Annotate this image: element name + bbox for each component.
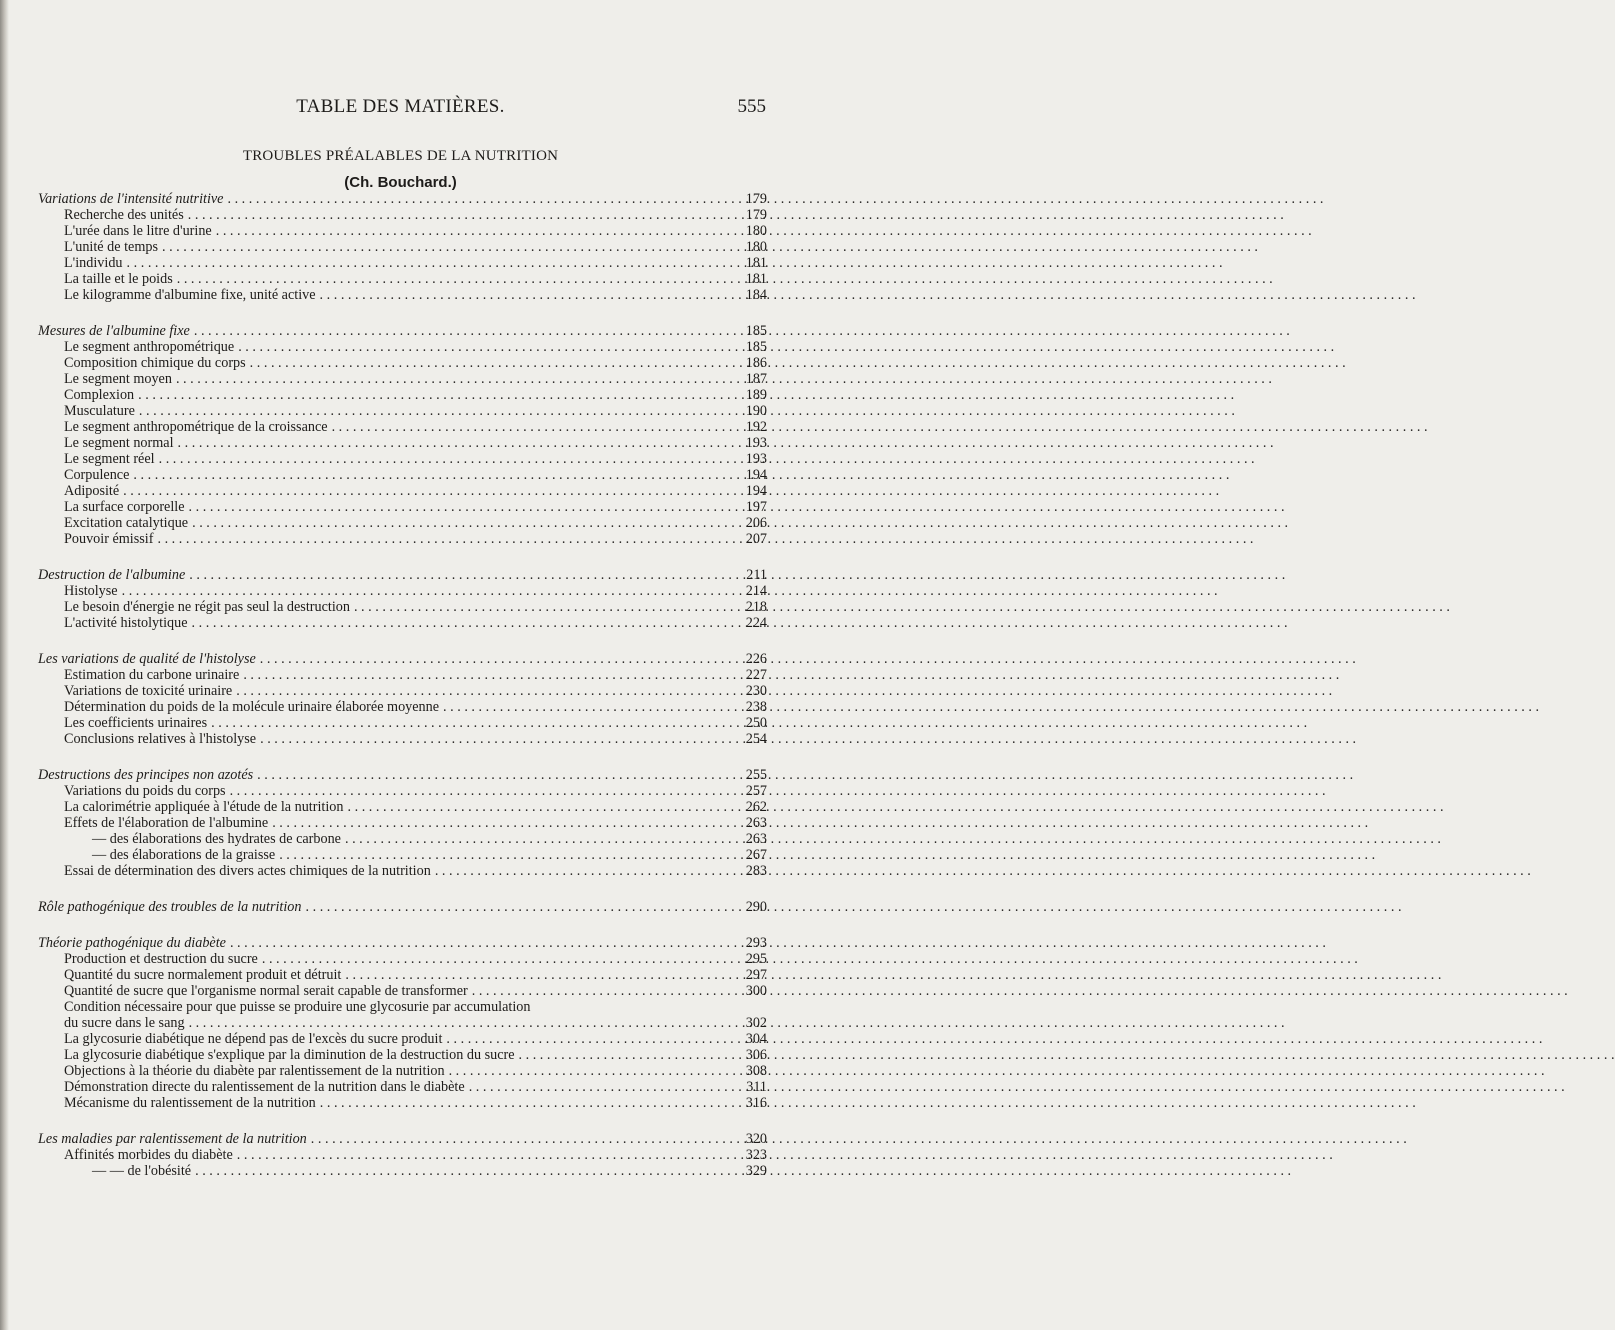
toc-entry-text: Musculature xyxy=(64,403,135,419)
toc-page-number: 263 xyxy=(745,831,767,847)
toc-entry-text: Histolyse xyxy=(64,583,118,599)
toc-entry-text: Le segment anthropométrique de la croissance xyxy=(64,419,328,435)
toc-entry-text: Pouvoir émissif xyxy=(64,531,154,547)
toc-page-number: 293 xyxy=(745,935,767,951)
toc-entry-text: La taille et le poids xyxy=(64,271,173,287)
toc-page-number: 304 xyxy=(745,1031,767,1047)
dot-leader xyxy=(306,898,736,916)
toc-entry xyxy=(38,862,767,880)
toc-entry-text: — des élaborations de la graisse xyxy=(92,847,276,863)
toc-entry-text: — — de l'obésité xyxy=(92,1163,192,1179)
toc-page-number: 179 xyxy=(745,191,767,207)
toc-entry-text: Production et destruction du sucre xyxy=(64,951,258,967)
toc-page-number: 320 xyxy=(745,1131,767,1147)
dot-leader xyxy=(195,1162,735,1180)
toc-page-number: 211 xyxy=(746,567,767,583)
dot-leader xyxy=(157,530,735,548)
toc-entry-text: Quantité de sucre que l'organisme normal serait capable de transformer xyxy=(64,983,468,999)
section-author: (Ch. Bouchard.) xyxy=(344,174,457,191)
toc-page-number: 180 xyxy=(745,223,767,239)
toc-entry-text: Essai de détermination des divers actes chimiques de la nutrition xyxy=(64,863,431,879)
toc-page-number: 214 xyxy=(745,583,767,599)
page-number: 555 xyxy=(737,96,766,117)
toc-page-number: 187 xyxy=(745,371,767,387)
toc-page-number: 262 xyxy=(745,799,767,815)
toc-page-number: 255 xyxy=(745,767,767,783)
toc-entry-text: Variations du poids du corps xyxy=(64,783,226,799)
toc-entry-text: L'urée dans le litre d'urine xyxy=(64,223,212,239)
toc-page-number: 311 xyxy=(746,1079,767,1095)
toc-entry-text: Variations de toxicité urinaire xyxy=(64,683,233,699)
toc-page-number: 190 xyxy=(745,403,767,419)
toc-entry-text: Le segment réel xyxy=(64,451,155,467)
toc-entry-text: Destructions des principes non azotés xyxy=(38,767,254,783)
toc-entry-text: Mécanisme du ralentissement de la nutrition xyxy=(64,1095,316,1111)
toc-entry-text: Rôle pathogénique des troubles de la nutrition xyxy=(38,899,302,915)
toc-page-number: 193 xyxy=(745,435,767,451)
toc-page-number: 189 xyxy=(745,387,767,403)
toc-entry-text: Affinités morbides du diabète xyxy=(64,1147,233,1163)
toc-entry-text: du sucre dans le sang xyxy=(64,1015,185,1031)
toc-page-number: 192 xyxy=(745,419,767,435)
toc-entry-text: Détermination du poids de la molécule urinaire élaborée moyenne xyxy=(64,699,440,715)
toc-entry-text: Les coefficients urinaires xyxy=(64,715,208,731)
toc-entry-text: Estimation du carbone urinaire xyxy=(64,667,240,683)
toc-entry-text: Le besoin d'énergie ne régit pas seul la destruction xyxy=(64,599,350,615)
toc-entry-text: Démonstration directe du ralentissement de la nutrition dans le diabète xyxy=(64,1079,465,1095)
toc-entry xyxy=(38,1094,767,1112)
toc-page-number: 308 xyxy=(745,1063,767,1079)
toc-entry-text: Destruction de l'albumine xyxy=(38,567,186,583)
toc-entry-text: La glycosurie diabétique s'explique par la diminution de la destruction du sucre xyxy=(64,1047,515,1063)
toc-entry xyxy=(38,530,767,548)
toc-entry-text: Les variations de qualité de l'histolyse xyxy=(38,651,256,667)
toc-page-number: 194 xyxy=(745,467,767,483)
toc-page-number: 316 xyxy=(745,1095,767,1111)
section-title: TROUBLES PRÉALABLES DE LA NUTRITION xyxy=(242,148,559,164)
toc-page-number: 238 xyxy=(745,699,767,715)
toc-page-number: 250 xyxy=(745,715,767,731)
toc-page-number: 295 xyxy=(745,951,767,967)
toc-entry-text: Composition chimique du corps xyxy=(64,355,246,371)
toc-page-number: 218 xyxy=(745,599,767,615)
toc-page-number: 329 xyxy=(745,1163,767,1179)
toc-entry-text: L'unité de temps xyxy=(64,239,158,255)
toc-page-number: 179 xyxy=(745,207,767,223)
toc-page-number: 181 xyxy=(745,255,767,271)
running-title: TABLE DES MATIÈRES. xyxy=(296,96,505,117)
toc-entry-text: — des élaborations des hydrates de carbone xyxy=(92,831,341,847)
toc-page-number: 290 xyxy=(745,899,767,915)
toc-page-number: 263 xyxy=(745,815,767,831)
toc-entry-text: Condition nécessaire pour que puisse se produire une glycosurie par accumulation xyxy=(64,999,531,1015)
toc-entry-text: Corpulence xyxy=(64,467,130,483)
toc-entry-text: Effets de l'élaboration de l'albumine xyxy=(64,815,269,831)
dot-leader xyxy=(320,1094,735,1112)
toc-entry-text: Le segment moyen xyxy=(64,371,172,387)
toc-entry xyxy=(38,614,767,632)
dot-leader xyxy=(435,862,735,880)
toc-page-number: 323 xyxy=(745,1147,767,1163)
toc-entry xyxy=(38,286,767,304)
toc-entry-text: Quantité du sucre normalement produit et détruit xyxy=(64,967,342,983)
toc-page-number: 194 xyxy=(745,483,767,499)
toc-entry-text: Objections à la théorie du diabète par ralentissement de la nutrition xyxy=(64,1063,445,1079)
toc-entry-text: Excitation catalytique xyxy=(64,515,189,531)
toc-entry-text: Le segment normal xyxy=(64,435,174,451)
book-page xyxy=(0,0,801,1330)
toc-page-number: 184 xyxy=(745,287,767,303)
toc-entry-text: Le kilogramme d'albumine fixe, unité active xyxy=(64,287,316,303)
toc-page-number: 206 xyxy=(745,515,767,531)
dot-leader xyxy=(192,614,735,632)
toc-page-number: 180 xyxy=(745,239,767,255)
toc-page-number: 207 xyxy=(745,531,767,547)
toc-page-number: 193 xyxy=(745,451,767,467)
toc-entry-text: L'activité histolytique xyxy=(64,615,188,631)
toc-page-number: 283 xyxy=(745,863,767,879)
toc-entry-text: Variations de l'intensité nutritive xyxy=(38,191,224,207)
toc-entry-text: Les maladies par ralentissement de la nutrition xyxy=(38,1131,307,1147)
toc-page-number: 254 xyxy=(745,731,767,747)
toc-page-number: 185 xyxy=(745,339,767,355)
toc-entry-text: L'individu xyxy=(64,255,123,271)
toc-page-number: 226 xyxy=(745,651,767,667)
dot-leader xyxy=(260,730,735,748)
toc-entry-text: Conclusions relatives à l'histolyse xyxy=(64,731,257,747)
table-of-contents xyxy=(0,0,801,1330)
toc-entry-text: Mesures de l'albumine fixe xyxy=(38,323,190,339)
toc-entry-text: Théorie pathogénique du diabète xyxy=(38,935,226,951)
toc-page-number: 227 xyxy=(745,667,767,683)
toc-page-number: 185 xyxy=(745,323,767,339)
toc-page-number: 230 xyxy=(745,683,767,699)
toc-page-number: 267 xyxy=(745,847,767,863)
toc-page-number: 297 xyxy=(745,967,767,983)
dot-leader xyxy=(320,286,735,304)
toc-entry-text: Le segment anthropométrique xyxy=(64,339,235,355)
toc-page-number: 224 xyxy=(745,615,767,631)
toc-entry-text: La glycosurie diabétique ne dépend pas de l'excès du sucre produit xyxy=(64,1031,443,1047)
toc-entry-text: Adiposité xyxy=(64,483,120,499)
toc-page-number: 197 xyxy=(745,499,767,515)
toc-entry-text: Complexion xyxy=(64,387,135,403)
toc-entry xyxy=(38,1162,767,1180)
toc-entry-text: Recherche des unités xyxy=(64,207,184,223)
toc-page-number: 306 xyxy=(745,1047,767,1063)
toc-page-number: 300 xyxy=(745,983,767,999)
toc-page-number: 181 xyxy=(745,271,767,287)
toc-entry-text: La calorimétrie appliquée à l'étude de la nutrition xyxy=(64,799,344,815)
toc-page-number: 257 xyxy=(745,783,767,799)
toc-page-number: 186 xyxy=(745,355,767,371)
toc-page-number: 302 xyxy=(745,1015,767,1031)
toc-entry-text: La surface corporelle xyxy=(64,499,185,515)
toc-entry xyxy=(38,730,767,748)
toc-section-heading xyxy=(38,898,767,916)
